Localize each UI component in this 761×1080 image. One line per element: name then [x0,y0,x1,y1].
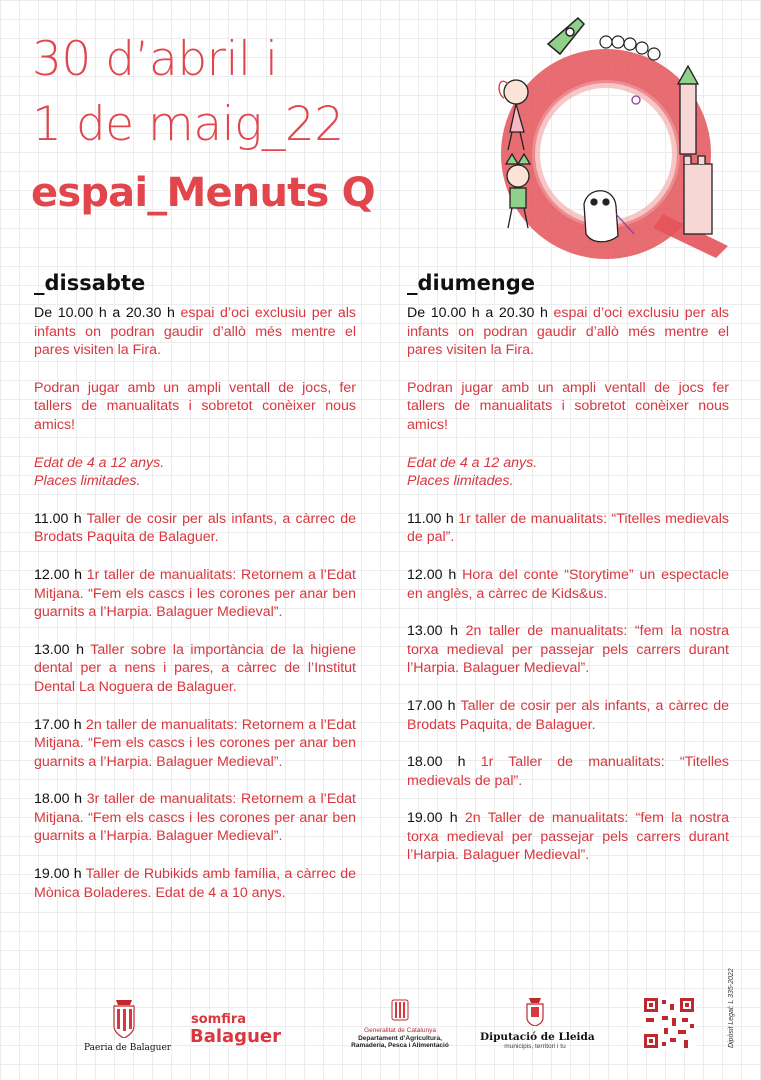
event-text: 2n taller de manualitats: Retornem a l’Edat Mitjana. “Fem els cascs i les corones per anar ben guarnits a l’Harpia. Balaguer Medieval”. [34,716,356,770]
event-text: 1r taller de manualitats: Retornem a l’Edat Mitjana. “Fem els cascs i les corones per anar ben guarnits a l’Harpia. Balaguer Medieval”. [34,566,356,621]
event-text: 2n Taller de manualitats: “fem la nostra torxa medieval per passejar pels carrers durant l’Harpia. Balaguer Medieval”. [407,810,729,864]
intro-text: espai d’oci exclusiu per als infants on podran gaudir d’allò més mentre el pares visiten la Fira. [34,305,356,359]
sunday-age-info [407,454,729,491]
paeria-logo [84,996,172,1060]
event-item [407,809,729,865]
gencat-logo [340,996,460,1060]
event-text: 2n taller de manualitats: “fem la nostra torxa medieval per passejar pels carrers durant l’Harpia. Balaguer Medieval”. [407,623,729,677]
sunday-heading: _diumenge [407,271,536,295]
event-item [34,641,356,697]
event-time: 12.00 h [34,566,83,583]
event-item [34,510,356,547]
sunday-column [407,268,729,884]
event-item [407,622,729,678]
kids-illustration [488,14,738,266]
somfira-logo [188,996,288,1060]
qr-code[interactable] [642,996,696,1060]
age-text: Edat de 4 a 12 anys. [34,454,165,471]
event-item [407,510,729,547]
paeria-shield-icon [84,996,164,1038]
event-time: 18.00 h [34,791,83,808]
date-line-1: 30 d’abril i [32,32,278,87]
event-item [34,790,356,846]
age-text: Edat de 4 a 12 anys. [407,454,538,471]
legal-deposit: Dipòsit Legal: L 335-2022 [728,968,735,1048]
event-time: 13.00 h [34,641,84,658]
places-text: Places limitades. [407,473,514,490]
gencat-name: Generalitat de Catalunya [364,1027,436,1034]
event-item [34,566,356,622]
intro-time: De 10.00 h a 20.30 h [407,305,548,321]
event-item [407,697,729,734]
diputacio-name: Diputació de Lleida [480,1031,595,1043]
gencat-emblem-icon [340,996,460,1022]
event-item [34,865,356,902]
gencat-dept-2: Ramaderia, Pesca i Alimentació [351,1042,449,1049]
saturday-heading: _dissabte [34,271,146,295]
rocket-icon [548,18,584,54]
date-line-2: 1 de maig_22 [32,97,344,152]
sunday-play-text: Podran jugar amb un ampli ventall de jocs fer tallers de manualitats i sobretot conèixer nous amics! [407,379,729,433]
event-time: 11.00 h [407,510,454,527]
paeria-name: Paeria de Balaguer [84,1043,172,1053]
diputacio-logo [480,996,595,1060]
diputacio-shield-icon [480,996,590,1026]
event-text: Hora del conte “Storytime” un espectacle en anglès, a càrrec de Kids&us. [407,566,730,602]
saturday-age-info [34,454,356,491]
event-title: espai_Menuts Q [31,170,375,216]
event-text: Taller de Rubikids amb família, a càrrec de Mònica Boladeres. Edat de 4 a 10 anys. [34,866,356,901]
event-text: Taller de cosir per als infants, a càrrec de Brodats Paquita de Balaguer. [34,510,356,546]
event-item [407,566,729,603]
event-text: Taller sobre la importància de la higiene dental per a nens i pares, a càrrec de l’Institut Dental La Noguera de Balaguer. [34,641,356,695]
event-time: 12.00 h [407,566,457,583]
saturday-intro [34,304,356,360]
event-text: 1r Taller de manualitats: “Titelles medievals de pal”. [407,754,729,789]
diputacio-tagline: municipis, territori i tu [504,1043,566,1050]
event-item [407,753,729,790]
event-time: 19.00 h [407,810,458,827]
event-text: Taller de cosir per als infants, a càrrec de Brodats Paquita, de Balaguer. [407,697,729,733]
event-item [34,716,356,772]
gencat-dept-1: Departament d’Agricultura, [358,1034,442,1042]
sunday-intro [407,304,729,360]
somfira-word: somfira [191,1012,247,1027]
event-time: 11.00 h [34,510,82,527]
event-time: 13.00 h [407,623,459,640]
event-time: 17.00 h [34,716,82,733]
event-time: 18.00 h [407,754,466,771]
places-text: Places limitades. [34,473,141,490]
saturday-play-text: Podran jugar amb un ampli ventall de jocs, fer tallers de manualitats i sobretot conèixer nous amics! [34,379,356,433]
intro-text: espai d’oci exclusiu per als infants on podran gaudir d’allò més mentre el pares visiten la Fira. [407,305,729,359]
event-time: 19.00 h [34,866,82,883]
qr-code-icon [642,996,696,1050]
saturday-column [34,268,356,921]
event-text: 1r taller de manualitats: “Titelles medievals de pal”. [407,510,729,546]
balaguer-word: Balaguer [190,1026,281,1047]
intro-time: De 10.00 h a 20.30 h [34,305,175,321]
event-text: 3r taller de manualitats: Retornem a l’Edat Mitjana. “Fem els cascs i les corones per anar ben guarnits a l’Harpia. Balaguer Medieval”. [34,791,356,845]
event-time: 17.00 h [407,697,456,714]
